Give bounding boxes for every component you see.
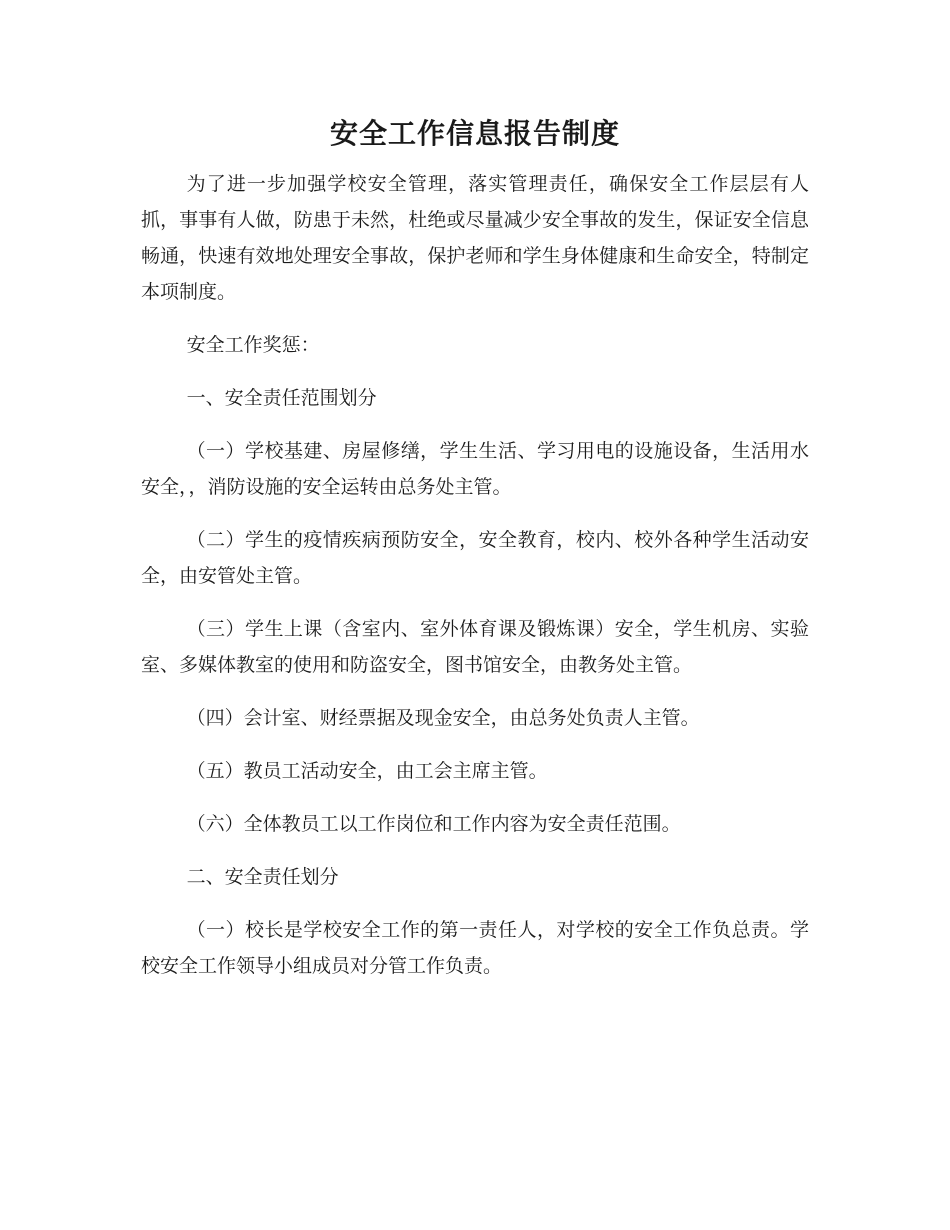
- paragraph-1-1: （一）学校基建、房屋修缮，学生生活、学习用电的设施设备，生活用水安全，，消防设施的安全运转由总务处主管。: [141, 440, 809, 498]
- section-heading-2: 二、安全责任划分: [186, 866, 339, 888]
- paragraph-intro: 为了进一步加强学校安全管理，落实管理责任，确保安全工作层层有人抓，事事有人做，防患于未然，杜绝或尽量减少安全事故的发生，保证安全信息畅通，快速有效地处理安全事故，保护老师和学生身体健康和生命安全，特制定本项制度。: [141, 173, 809, 303]
- paragraph-1-2: （二）学生的疫情疾病预防安全，安全教育，校内、校外各种学生活动安全，由安管处主管。: [141, 529, 809, 587]
- paragraph-rewards: 安全工作奖惩：: [186, 334, 320, 356]
- paragraph-1-6: （六）全体教员工以工作岗位和工作内容为安全责任范围。: [186, 813, 681, 835]
- paragraph-1-4: （四）会计室、财经票据及现金安全，由总务处负责人主管。: [186, 707, 700, 729]
- document-body: [141, 166, 809, 984]
- paragraph-1-5: （五）教员工活动安全，由工会主席主管。: [186, 760, 548, 782]
- paragraph-2-1: （一）校长是学校安全工作的第一责任人，对学校的安全工作负总责。学校安全工作领导小组成员对分管工作负责。: [141, 919, 809, 977]
- section-heading-1: 一、安全责任范围划分: [186, 387, 377, 409]
- document-title: 安全工作信息报告制度: [329, 117, 620, 150]
- paragraph-1-3: （三）学生上课（含室内、室外体育课及锻炼课）安全，学生机房、实验室、多媒体教室的使用和防盗安全，图书馆安全，由教务处主管。: [141, 618, 809, 676]
